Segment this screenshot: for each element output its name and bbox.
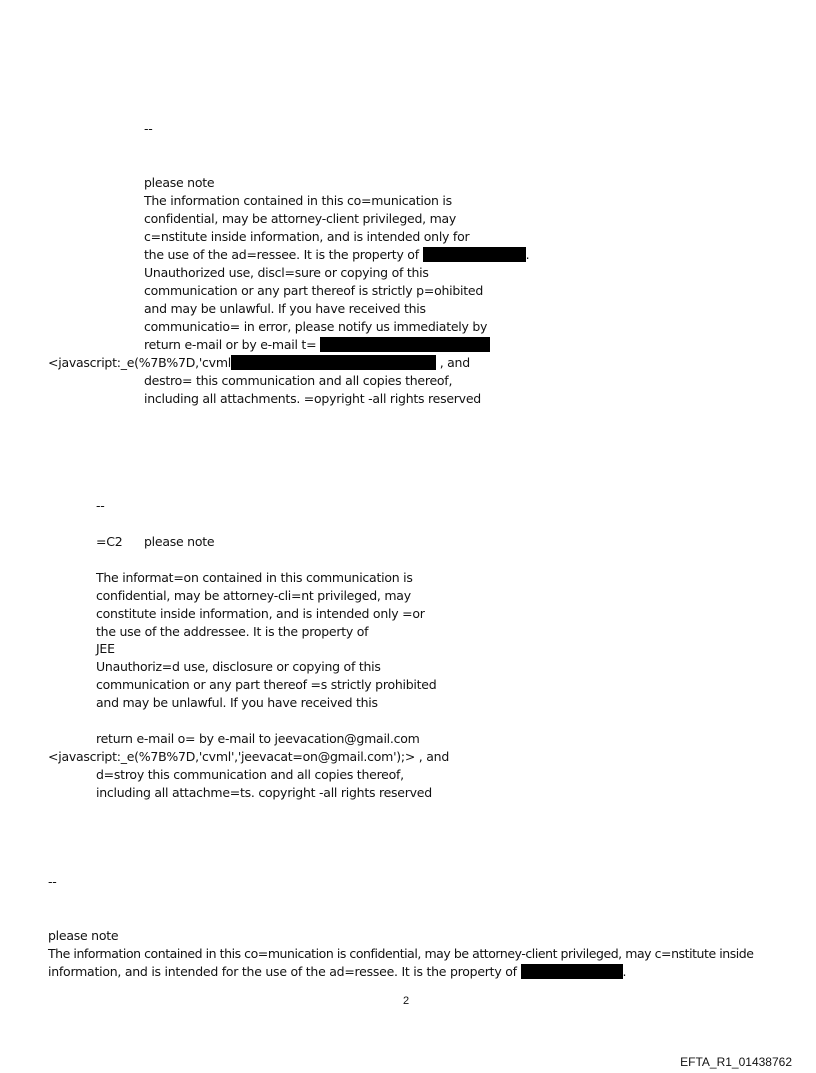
text-line: including all attachments. =opyright -all rights reserved	[144, 391, 481, 406]
page-number: 2	[403, 995, 410, 1007]
text-line: The informat=on contained in this communication is	[96, 570, 413, 585]
redaction-box	[320, 337, 490, 352]
text-segment: .	[622, 964, 627, 979]
text-line: JEE	[96, 641, 115, 656]
marker: =C2	[96, 534, 123, 549]
text-line: return e-mail o= by e-mail to jeevacation@gmail.com	[96, 731, 420, 746]
text-line: Unauthoriz=d use, disclosure or copying of this	[96, 659, 381, 674]
text-line: please note	[144, 175, 215, 190]
text-segment: return e-mail or by e-mail t=	[144, 337, 317, 352]
text-line: including all attachme=ts. copyright -all rights reserved	[96, 785, 432, 800]
text-line: confidential, may be attorney-cli=nt privileged, may	[96, 588, 411, 603]
text-line: communication or any part thereof =s strictly prohibited	[96, 677, 437, 692]
text-line: communicatio= in error, please notify us immediately by	[144, 319, 488, 334]
text-segment: .	[525, 247, 530, 262]
text-line: <javascript:_e(%7B%7D,'cvml','jeevacat=on@gmail.com');> , and	[48, 749, 450, 764]
text-line: confidential, may be attorney-client privileged, may	[144, 211, 457, 226]
heading: please note	[144, 534, 215, 549]
text-line: destro= this communication and all copies thereof,	[144, 373, 453, 388]
text-line: and may be unlawful. If you have received this	[144, 301, 426, 316]
text-segment: information, and is intended for the use of the ad=ressee. It is the property of	[48, 964, 517, 979]
text-line: constitute inside information, and is intended only =or	[96, 606, 425, 621]
separator: --	[48, 874, 57, 889]
text-line	[48, 354, 470, 372]
separator: --	[96, 498, 105, 513]
text-line: the use of the addressee. It is the property of	[96, 624, 369, 639]
text-line: c=nstitute inside information, and is intended only for	[144, 229, 470, 244]
text-line: please note	[48, 928, 119, 943]
text-line: and may be unlawful. If you have received this	[96, 695, 378, 710]
separator: --	[144, 121, 153, 136]
document-id: EFTA_R1_01438762	[680, 1055, 792, 1069]
text-line: communication or any part thereof is strictly p=ohibited	[144, 283, 484, 298]
text-segment: the use of the ad=ressee. It is the property of	[144, 247, 419, 262]
text-line	[144, 246, 529, 264]
text-line: The information contained in this co=munication is confidential, may be attorney-client privileged, may c=nstitute inside	[48, 946, 754, 961]
text-line: d=stroy this communication and all copies thereof,	[96, 767, 404, 782]
redaction-box	[231, 355, 436, 370]
text-line: The information contained in this co=munication is	[144, 193, 452, 208]
text-line	[144, 336, 490, 354]
text-line: Unauthorized use, discl=sure or copying of this	[144, 265, 429, 280]
text-segment: , and	[439, 355, 470, 370]
redaction-box	[521, 964, 623, 979]
text-line	[48, 963, 626, 981]
redaction-box	[423, 247, 526, 262]
text-segment: <javascript:_e(%7B%7D,'cvml	[48, 355, 231, 370]
